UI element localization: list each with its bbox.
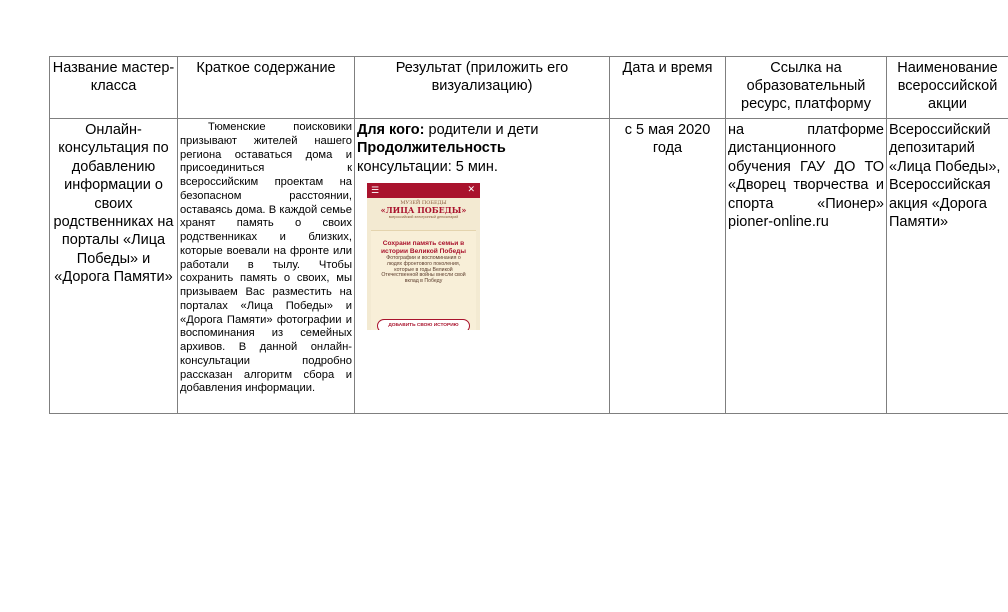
audience-label: Для кого: bbox=[357, 122, 425, 138]
menu-icon: ☰ bbox=[371, 185, 380, 196]
master-class-name: Онлайн-консультация по добавлению информации о своих родственниках на порталы «Лица Победы» и «Дорога Памяти» bbox=[50, 119, 178, 414]
close-icon: ✕ bbox=[467, 184, 475, 195]
audience-line bbox=[357, 121, 607, 139]
summary-text: Тюменские поисковики призывают жителей нашего региона оставаться дома и присоединиться к всероссийским проектам на безопасном расстоянии, оставаясь дома. В каждой семье хранят память о своих родственниках и близких, которые воевали на фронте или работали в тылу. Чтобы сохранить память о своих, мы призываем Вас разместить на порталах «Лица Победы» и «Дорога Памяти» фотографии и воспоминания из семейных архивов. В данной онлайн-консультации подробно рассказан алгоритм сбора и добавления информации. bbox=[178, 119, 355, 414]
header-date: Дата и время bbox=[610, 57, 726, 119]
header-action: Наименование всероссийской акции bbox=[887, 57, 1008, 119]
logo-small-text: МУЗЕЙ ПОБЕДЫ bbox=[400, 200, 447, 207]
screenshot-content bbox=[371, 230, 476, 330]
logo-title: «ЛИЦА ПОБЕДЫ» bbox=[380, 205, 467, 216]
result-cell bbox=[355, 119, 610, 414]
header-link: Ссылка на образовательный ресурс, платформу bbox=[726, 57, 887, 119]
screenshot-headline: Сохрани память семьи в истории Великой Победы bbox=[381, 240, 466, 255]
resource-link: на платформе дистанционного обучения ГАУ ДО ТО «Дворец творчества и спорта «Пионер» pioner-online.ru bbox=[726, 119, 887, 414]
duration-value: консультации: 5 мин. bbox=[357, 158, 498, 175]
table-row bbox=[50, 119, 1008, 414]
action-name: Всероссийский депозитарий «Лица Победы», Всероссийская акция «Дорога Памяти» bbox=[887, 119, 1008, 414]
audience-value: родители и дети bbox=[428, 122, 539, 138]
screenshot-subtext: Фотографии и воспоминания о людях фронтового поколения, которые в годы Великой Отечественной войны внесли свой вклад в Победу bbox=[381, 255, 466, 285]
date-time: с 5 мая 2020 года bbox=[610, 119, 726, 414]
header-name: Название мастер-класса bbox=[50, 57, 178, 119]
screenshot-topbar bbox=[367, 183, 480, 198]
screenshot-logo bbox=[367, 200, 480, 230]
master-class-table bbox=[49, 56, 1008, 414]
header-summary: Краткое содержание bbox=[178, 57, 355, 119]
duration-line bbox=[357, 139, 607, 176]
duration-label: Продолжительность bbox=[357, 140, 506, 157]
add-story-button: ДОБАВИТЬ СВОЮ ИСТОРИЮ bbox=[377, 319, 470, 330]
header-result: Результат (приложить его визуализацию) bbox=[355, 57, 610, 119]
portal-screenshot bbox=[367, 183, 480, 330]
header-row bbox=[50, 57, 1008, 119]
logo-tagline: всероссийский электронный депозитарий bbox=[388, 215, 459, 220]
